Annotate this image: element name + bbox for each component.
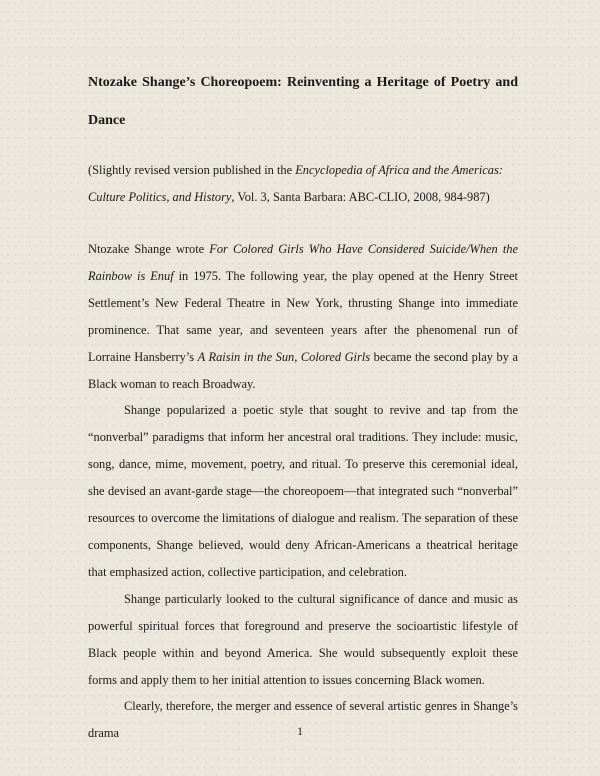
citation-suffix: , Vol. 3, Santa Barbara: ABC-CLIO, 2008, 984-987) (231, 190, 490, 204)
citation (88, 157, 518, 211)
page-number: 1 (297, 724, 303, 738)
paragraph-2: Shange popularized a poetic style that sought to revive and tap from the “nonverbal” paradigms that inform her ancestral oral traditions. They include: music, song, dance, mime, movement, poetry, and ritual. To preserve this ceremonial ideal, she devised an avant-garde stage—the choreopoem—that integrated such “nonverbal” resources to overcome the limitations of dialogue and realism. The separation of these components, Shange believed, would deny African-Americans a theatrical heritage that emphasized action, collective participation, and celebration. (88, 403, 518, 579)
citation-source: Encyclopedia of Africa and the Americas: Culture Politics, and History (88, 163, 503, 204)
paragraph-1-text-c: became the second play by a Black woman to reach Broadway. (88, 349, 519, 391)
paragraph-4: Clearly, therefore, the merger and essence of several artistic genres in Shange’s drama (88, 699, 518, 741)
paragraph-3: Shange particularly looked to the cultural significance of dance and music as powerful spiritual forces that foreground and preserve the socioartistic lifestyle of Black people within and beyond America. She would subsequently exploit these forms and apply them to her initial attention to issues concerning Black women. (88, 591, 518, 687)
document-title: Ntozake Shange’s Choreopoem: Reinventing a Heritage of Poetry and Dance (88, 75, 518, 128)
document-body (88, 236, 518, 747)
citation-prefix: (Slightly revised version published in the (88, 163, 296, 177)
paragraph-1 (88, 236, 518, 397)
play-title-raisin: A Raisin in the Sun, Colored Girls (197, 349, 371, 364)
play-title: For Colored Girls Who Have Considered Suicide/When the Rainbow is Enuf (88, 242, 518, 283)
paragraph-1-text-b: in 1975. The following year, the play opened at the Henry Street Settlement’s New Federal Theatre in New York, thrusting Shange into immediate prominence. That same year, and seventeen years after the phenomenal run of Lorraine Hansberry’s (88, 268, 518, 364)
paragraph-1-text-a: Ntozake Shange wrote (88, 242, 210, 256)
